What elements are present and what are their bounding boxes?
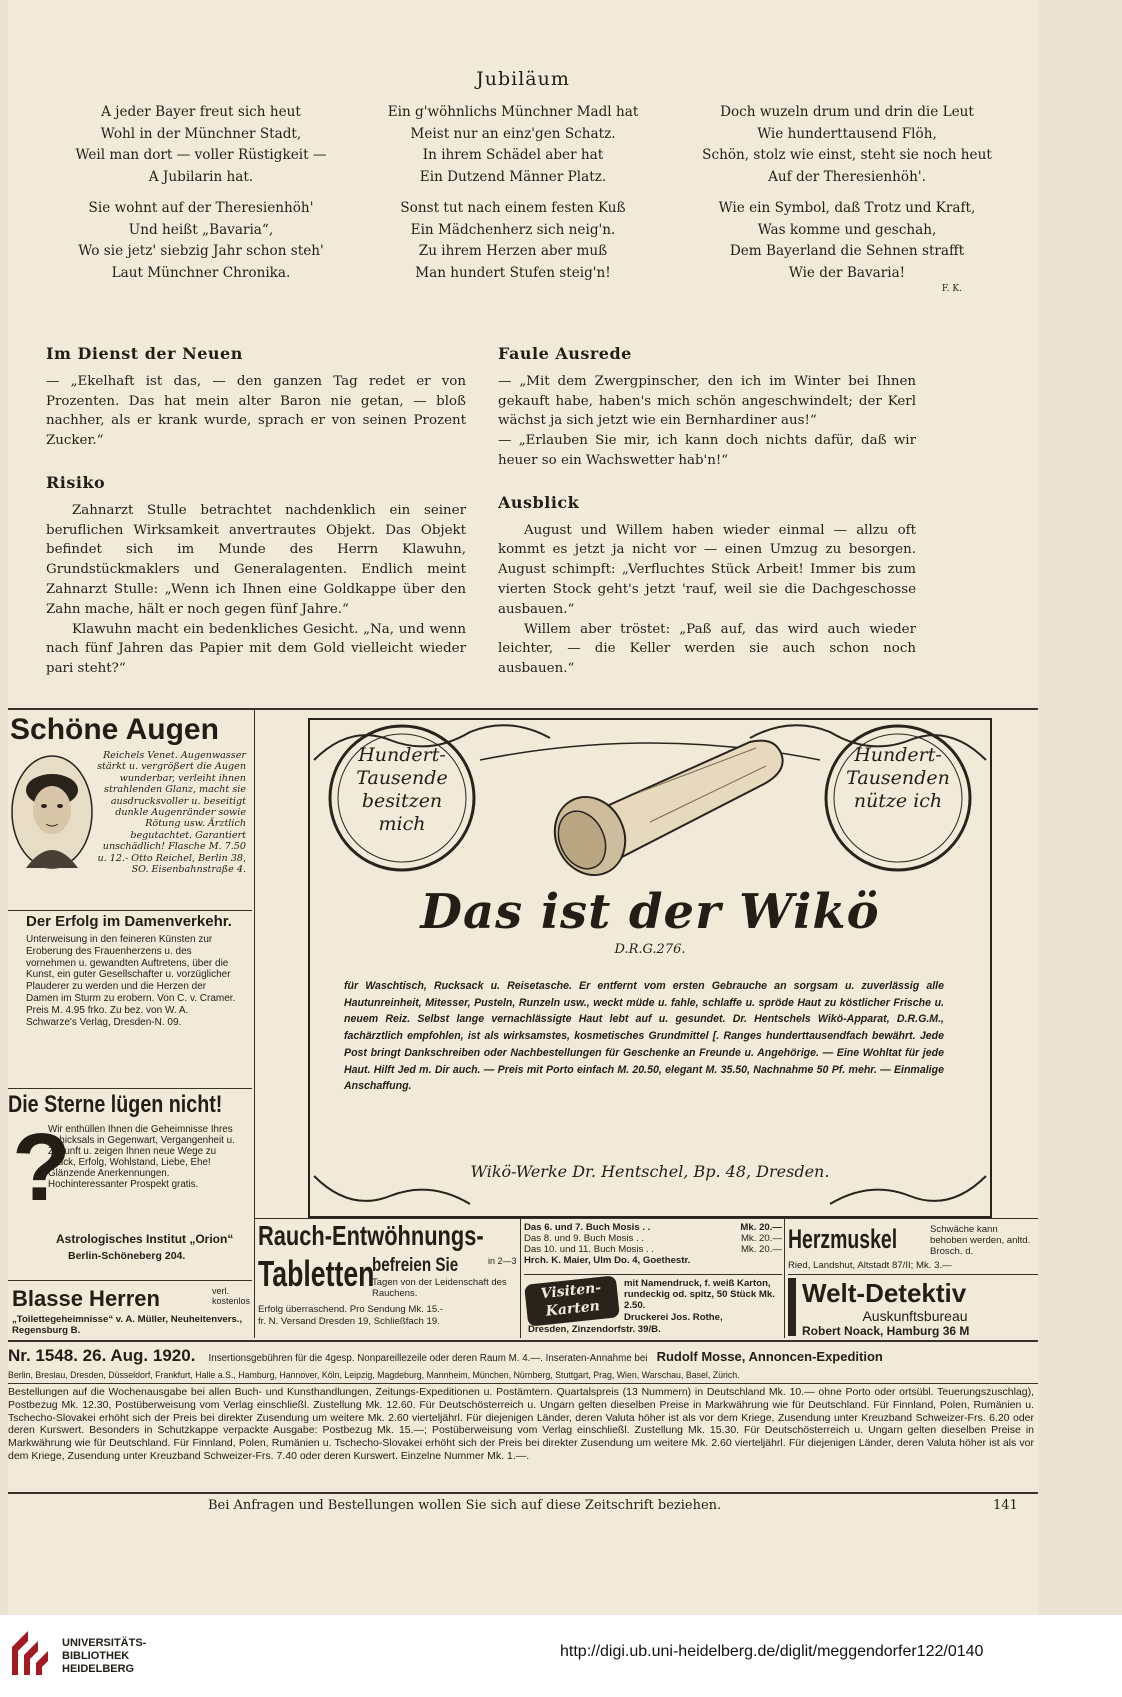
poem-line: Sonst tut nach einem festen Kuß (400, 200, 626, 216)
issue-number: Nr. 1548. 26. Aug. 1920. (8, 1346, 196, 1365)
poem-line: Schön, stolz wie einst, steht sie noch heut (702, 147, 992, 163)
ad-title-2: Tabletten (258, 1253, 375, 1294)
poem-line: Weil man dort — voller Rüstigkeit — (75, 147, 327, 163)
row-label: Das 10. und 11. Buch Mosis . . (524, 1244, 654, 1255)
page-number: 141 (993, 1498, 1018, 1513)
ad-small: in 2—3 (488, 1256, 517, 1266)
ad-sub: Auskunftsbureau (862, 1308, 968, 1324)
bottom-note: Bei Anfragen und Bestellungen wollen Sie sich auf diese Zeitschrift beziehen. (208, 1498, 722, 1513)
bubble-right: Hundert-Tausenden nütze ich (846, 744, 950, 812)
ad-title: Welt-Detektiv (802, 1278, 967, 1308)
poem-line: A jeder Bayer freut sich heut (101, 104, 301, 120)
poem-line: A Jubilarin hat. (148, 168, 254, 185)
library-footer (0, 1615, 1122, 1697)
bubble-left: Hundert-Tausende besitzen mich (356, 744, 448, 835)
ads-column-divider (254, 710, 255, 1338)
ad-address: Robert Noack, Hamburg 36 M (802, 1324, 970, 1338)
question-mark-icon: ? (12, 1114, 71, 1221)
left-text-column (46, 344, 466, 701)
poem-line: Wie hunderttausend Flöh, (757, 125, 937, 142)
poem-signature: F. K. (941, 284, 962, 294)
poem-column-2 (358, 102, 668, 294)
ad-body: „Toilettegeheimnisse“ v. A. Müller, Neuheitenvers., Regensburg B. (12, 1314, 243, 1336)
poem-column-3 (682, 102, 1012, 294)
ad-row (524, 1233, 782, 1244)
ad-institute: Astrologisches Institut „Orion“ (56, 1232, 234, 1246)
poem-line: Meist nur an einz'gen Schatz. (410, 125, 616, 142)
ad-line: Erfolg überraschend. Pro Sendung Mk. 15.- (258, 1304, 444, 1315)
ad-slogan: befreien Sie (372, 1255, 459, 1276)
ad-line: fr. N. Versand Dresden 19, Schließfach 19. (258, 1316, 440, 1327)
article-paragraph: — „Mit dem Zwergpinscher, den ich im Winter bei Ihnen gekauft habe, haben's mich schön angeschwindelt; der Kerl wächst ja sich jetzt wie ein Bernhardiner aus!“ (498, 373, 916, 429)
poem-line: Auf der Theresienhöh'. (768, 168, 926, 185)
poem-title: Jubiläum (476, 68, 570, 90)
article-paragraph: — „Erlauben Sie mir, ich kann doch nichts dafür, daß wir heuer so ein Wachswetter hab'n!“ (498, 433, 916, 468)
poem-line: Man hundert Stufen steig'n! (415, 264, 611, 281)
ad-address: Ried, Landshut, Altstadt 87/II; Mk. 3.— (788, 1260, 952, 1271)
article-paragraph: August und Willem haben wieder einmal — allzu oft kommt es jetzt ja nicht vor — einen Umzug zu besorgen. August schimpft: „Verfluchtes Stück Arbeit! Immer bis zum vierten Stock geht's jetzt 'rauf, weil sie die Dachgeschosse ausbauen.“ (498, 522, 916, 617)
ads-column-divider (520, 1218, 521, 1338)
imprint-divider (8, 1383, 1038, 1384)
article-paragraph: Willem aber tröstet: „Paß auf, das wird auch wieder leichter, — die Keller werden sie auch schon noch ausbauen.“ (498, 621, 916, 677)
ad-wiko (308, 718, 992, 1218)
row-price: Mk. 20.— (740, 1244, 782, 1255)
ad-body: mit Namendruck, f. weiß Karton, rundeckig od. spitz, 50 Stück Mk. 2.50. (624, 1278, 775, 1311)
article-paragraph: Zahnarzt Stulle betrachtet nachdenklich ein seiner beruflichen Wirksamkeit anvertrautes Objekt. Das Objekt befindet sich im Munde des Herrn Klawuhn, Grundstückmaklers und Generalagenten. Endlich meint Zahnarzt Stulle: „Wenn ich Ihnen eine Goldkappe über den Zahn mache, hält er noch gegen fünf Jahre.“ (46, 502, 466, 617)
magazine-page (8, 0, 1038, 1615)
ad-row (524, 1222, 782, 1233)
ad-visitenkarten (524, 1276, 782, 1338)
ad-title: Schöne Augen (10, 713, 219, 746)
row-price: Mk. 20.— (740, 1233, 782, 1244)
ad-firm: Druckerei Jos. Rothe, (624, 1312, 723, 1323)
ad-body: Unterweisung in den feineren Künsten zur Eroberung des Frauenherzens u. des vornehmen u. gewandten Auftretens, über die Kunst, ein guter Gesellschafter u. vorzüglicher Plauderer zu werden und die Herzen der Damen im Sturm zu erobern. Von C. v. Cramer. Preis M. 4.95 frko. Zu bez. von W. A. Schwarze's Verlag, Dresden-N. 09. (26, 934, 236, 1028)
right-text-column (498, 344, 916, 701)
row-label: Das 8. und 9. Buch Mosis . . (524, 1233, 644, 1244)
ad-erfolg-damenverkehr (8, 912, 252, 1089)
imprint-cities: Berlin, Breslau, Dresden, Düsseldorf, Frankfurt, Halle a.S., Hamburg, Hannover, Köln, Leipzig, Magdeburg, Mannheim, München, Nürnberg, Stuttgart, Prag, Wien, Warschau, Basel, Zürich. (8, 1370, 740, 1380)
ad-title: Der Erfolg im Damenverkehr. (26, 913, 232, 930)
article-heading: Ausblick (498, 492, 580, 512)
poem-line: Ein Mädchenherz sich neig'n. (410, 221, 616, 238)
portrait-woman-icon (10, 750, 94, 870)
article-heading: Risiko (46, 472, 106, 492)
poem-column-1 (46, 102, 356, 294)
library-name-line: UNIVERSITÄTS- (62, 1637, 147, 1649)
ad-body: Wir enthüllen Ihnen die Geheimnisse Ihres Schicksals in Gegenwart, Vergangenheit u. Zukunft u. zeigen Ihnen neue Wege zu Glück, Erfolg, Wohlstand, Liebe, Ehe! Glänzende Anerkennungen. Hochinteressanter Prospekt gratis. (48, 1124, 235, 1190)
article-heading: Faule Ausrede (498, 344, 632, 363)
ad-body: Tagen von der Leidenschaft des Rauchens. (372, 1277, 507, 1299)
library-name-line: HEIDELBERG (62, 1663, 135, 1675)
ad-address: Dresden, Zinzendorfstr. 39/B. (528, 1324, 661, 1335)
poem-line: Ein Dutzend Männer Platz. (419, 168, 607, 185)
poem-line: Wohl in der Münchner Stadt, (100, 125, 302, 142)
ad-title: Die Sterne lügen nicht! (8, 1091, 223, 1118)
poem-line: Zu ihrem Herzen aber muß (418, 243, 608, 259)
poem-line: Und heißt „Bavaria“, (128, 221, 274, 238)
imprint-divider (8, 1340, 1038, 1342)
black-bar (788, 1278, 796, 1336)
visiten-badge: Visiten-Karten (524, 1276, 620, 1327)
poem-line: Was komme und geschah, (757, 221, 937, 238)
poem-line: Sie wohnt auf der Theresienhöh' (88, 200, 314, 216)
poem-line: Wo sie jetz' siebzig Jahr schon steh' (78, 243, 324, 259)
imprint-header (8, 1346, 1038, 1370)
library-name (62, 1637, 146, 1676)
row-label: Das 6. und 7. Buch Mosis . . (524, 1222, 651, 1233)
ad-mosis (524, 1222, 782, 1275)
ad-title: Rauch-Entwöhnungs- (258, 1220, 484, 1251)
ad-patent: D.R.G.276. (614, 942, 686, 957)
page-footer (8, 1496, 1038, 1516)
ad-firm: Wikö-Werke Dr. Hentschel, Bp. 48, Dresden. (470, 1162, 830, 1181)
imprint-terms: Bestellungen auf die Wochenausgabe bei allen Buch- und Kunsthandlungen, Zeitungs-Expeditionen u. Postämtern. Quartalspreis (13 Nummern) in Deutschland Mk. 10.— ohne Porto oder ortsübl. Teuerungszuschlag), Postbezug Mk. 12.30, Postüberweisung vom Verlag einschließl. Zustellung Mk. 12.60. Für Deutschösterreich u. Ungarn gelten dieselben Preise in Markwährung wie für Deutschland. Für Finnland, Polen, Rumänien u. Tschecho-Slovakei erhöht sich der Preis bei direkter Zusendung um weitere Mk. 2.60 vierteljährl. Für diejenigen Länder, deren Valuta höher ist als vor dem Kriege, Zusendung unter Kreuzband Schweizer-Frs. 6.20 oder deren Kurswert. Besonders in Schutzkappe verpackte Ausgabe: Postbezug Mk. 15.—; Postüberweisung vom Verlag einschließl. Zustellung Mk. 15.30. Für Deutschösterreich u. Ungarn gelten dieselben Preise in Markwährung wie für Deutschland. Für Finnland, Polen, Rumänien u. Tschecho-Slovakei erhöht sich der Preis bei direkter Zusendung um weitere Mk. 2.60 vierteljährl. Für diejenigen Länder, deren Valuta höher ist als vor dem Kriege, Zusendung unter Kreuzband Schweizer-Frs. 7.40 oder deren Kurswert. Einzelne Nummer Mk. 1.—. (8, 1386, 1034, 1462)
ad-welt-detektiv (788, 1278, 1038, 1338)
ad-sterne (8, 1090, 252, 1281)
imprint-fees: Insertionsgebühren für die 4gesp. Nonpareillezeile oder deren Raum M. 4.—. Inseraten-Annahme bei (208, 1353, 648, 1364)
small-ads-divider (255, 1218, 1038, 1219)
ad-headline: Das ist der Wikö (420, 884, 880, 940)
ad-address: Berlin-Schöneberg 204. (68, 1250, 186, 1262)
ad-body: Schwäche kann behoben werden, anltd. Brosch. d. (930, 1224, 1031, 1257)
article-paragraph: — „Ekelhaft ist das, — den ganzen Tag redet er von Prozenten. Das hat mein alter Baron nie getan, — bloß nachher, als er krank wurde, sprach er von seinen Prozent Zucker.“ (46, 373, 466, 449)
imprint-divider (8, 1492, 1038, 1494)
ad-schoene-augen (8, 712, 252, 911)
poem-line: Laut Münchner Chronika. (111, 264, 291, 281)
ads-column-divider (784, 1218, 785, 1338)
ad-aside: verl. kostenlos (212, 1286, 251, 1306)
ad-rauch (258, 1220, 520, 1338)
ad-blasse-herren (8, 1282, 252, 1338)
ads-divider (8, 708, 1038, 710)
wiko-apparatus-image (520, 726, 790, 876)
ad-body: für Waschtisch, Rucksack u. Reisetasche. Er entfernt vom ersten Gebrauche an sorgsam u. zuverlässig alle Hautunreinheit, Mitesser, Pusteln, Runzeln usw., weckt müde u. fahle, schlaffe u. spröde Haut zu köstlicher Frische u. neuem Reiz. Selbst lange vernachlässigte Haut lebt auf u. gesundet. Dr. Hentschels Wikö-Apparat, D.R.G.M., fachärztlich empfohlen, ist als wirksamstes, kosmetisches Grundmittel [. Ranges hunderttausendfach bewährt. Jede Post bringt Dankschreiben oder Nachbestellungen für Geschenke an Freunde u. Angehörige. — Eine Wohltat für jede Haut. Hilft Jed m. Dir auch. — Preis mit Porto einfach M. 20.50, elegant M. 35.50, Nachnahme 50 Pf. mehr. — Einmalige Anschaffung. (344, 980, 944, 1093)
article-heading: Im Dienst der Neuen (46, 344, 243, 363)
article-paragraph: Klawuhn macht ein bedenkliches Gesicht. „Na, und wenn nach fünf Jahren das Papier mit dem Gold vielleicht wieder pari steht?“ (46, 621, 466, 677)
poem-line: In ihrem Schädel aber hat (422, 147, 604, 163)
ad-row (524, 1244, 782, 1255)
poem-line: Wie der Bavaria! (788, 264, 906, 281)
imprint-agency: Rudolf Mosse, Annoncen-Expedition (656, 1349, 883, 1364)
poem-line: Ein g'wöhnlichs Münchner Madl hat (387, 104, 639, 120)
poem-line: Doch wuzeln drum und drin die Leut (720, 104, 974, 120)
ad-address: Hrch. K. Maier, Ulm Do. 4, Goethestr. (524, 1255, 691, 1266)
poem-line: Dem Bayerland die Sehnen strafft (729, 243, 965, 259)
source-url-link[interactable]: http://digi.ub.uni-heidelberg.de/diglit/meggendorfer122/0140 (560, 1643, 984, 1660)
university-library-logo-icon (8, 1627, 56, 1679)
ad-title: Blasse Herren (12, 1286, 160, 1311)
library-name-line: BIBLIOTHEK (62, 1650, 130, 1662)
ad-body: Reichels Venet. Augenwasser stärkt u. vergrößert die Augen wunderbar, verleiht ihnen strahlenden Glanz, macht sie ausdrucksvoller u. beseitigt dunkle Augenränder sowie Rötung usw. Ärztlich begutachtet. Garantiert unschädlich! Flasche M. 7.50 u. 12.- Otto Reichel, Berlin 38, SO. Eisenbahnstraße 4. (97, 750, 246, 876)
row-price: Mk. 20.— (740, 1222, 782, 1233)
ad-title: Herzmuskel (788, 1224, 898, 1254)
ad-herzmuskel (788, 1222, 1038, 1275)
poem-line: Wie ein Symbol, daß Trotz und Kraft, (718, 200, 976, 216)
